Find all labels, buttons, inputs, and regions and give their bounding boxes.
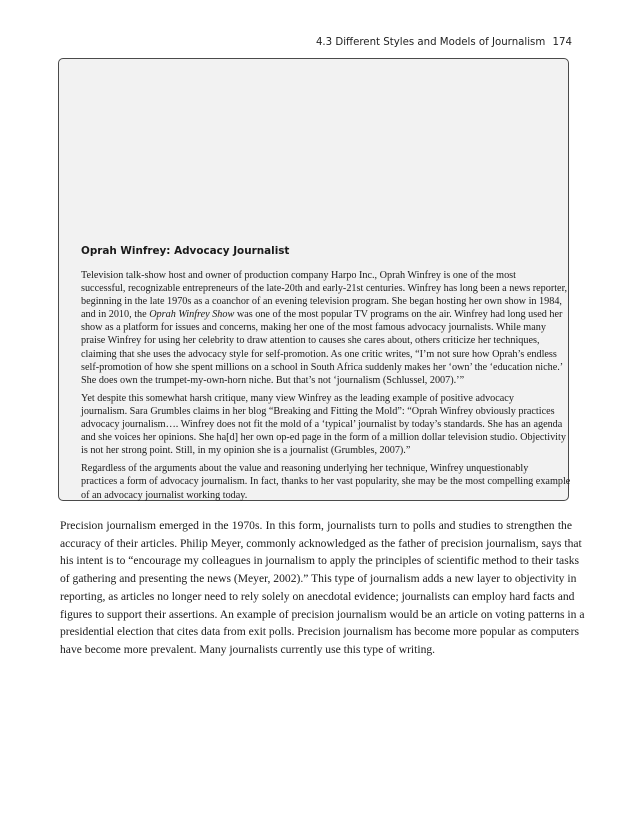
- body-line: Precision journalism emerged in the 1970s. In this form, journalists turn to polls and studies to strengthen the: [60, 519, 572, 532]
- callout-body: [69, 269, 571, 502]
- body-paragraph: [60, 517, 585, 659]
- callout-title: Oprah Winfrey: Advocacy Journalist: [81, 245, 290, 257]
- body-line: accuracy of their articles. Philip Meyer, commonly acknowledged as the father of precision journalism, says that: [60, 536, 582, 550]
- callout-box: [58, 58, 569, 501]
- callout-line: Television talk-show host and owner of production company Harpo Inc., Oprah Winfrey is one of the most: [81, 270, 516, 281]
- callout-paragraph: [69, 269, 568, 387]
- callout-line-text: and in 2010, the: [81, 309, 150, 321]
- callout-line: claiming that she uses the advocacy style for self-promotion. As one critic writes, “I’m not sure how Oprah’s endless: [81, 348, 557, 360]
- body-line: figures to support their assertions. An example of precision journalism would be an article on voting patterns in a: [60, 607, 585, 621]
- callout-line: is not her strong point. Still, in my opinion she is a journalist (Grumbles, 2007).”: [81, 445, 411, 457]
- callout-line-text: was one of the most popular TV programs on the air. Winfrey had long used her: [234, 309, 563, 321]
- callout-line: of an advocacy journalist working today.: [81, 489, 248, 501]
- body-line: presidential election that cites data from exit polls. Precision journalism has become more popular as computers: [60, 625, 579, 639]
- callout-line: Regardless of the arguments about the value and reasoning underlying her technique, Winfrey unquestionably: [81, 463, 529, 475]
- body-line: reporting, as articles no longer need to rely solely on anecdotal evidence; journalists can employ hard facts and: [60, 589, 575, 603]
- callout-line: successful, recognizable entrepreneurs of the late-20th and early-21st centuries. Winfrey has long been a news reporter,: [81, 283, 568, 295]
- callout-line: She does own the trumpet-my-own-horn niche. But that’s not ‘journalism (Schlussel, 2007).’”: [81, 374, 465, 386]
- callout-line: show as a platform for issues and concerns, making her one of the most famous advocacy journalists. While many: [81, 322, 546, 334]
- callout-line: advocacy journalism…. Winfrey does not fit the mold of a ‘typical’ journalist by today’s standards. She has an agenda: [81, 419, 563, 431]
- body-line: his intent is to “encourage my colleagues in journalism to apply the principles of scientific method to their tasks: [60, 554, 580, 568]
- body-line: of gathering and presenting the news (Meyer, 2002).” This type of journalism adds a new layer to objectivity in: [60, 572, 577, 586]
- callout-paragraph: [69, 392, 566, 457]
- callout-line: and she voices her opinions. She ha[d] her own op-ed page in the form of a million dollar television studio. Objectivity: [81, 432, 566, 444]
- callout-line: self-promotion of how she spent millions on a school in South Africa suddenly makes her ‘own’ the ‘education niche.’: [81, 361, 564, 373]
- callout-line: praise Winfrey for using her celebrity to draw attention to causes she cares about, others criticize her techniques,: [81, 335, 540, 347]
- section-title: 4.3 Different Styles and Models of Journalism: [315, 37, 546, 48]
- running-head: [60, 37, 572, 48]
- page-number: 174: [552, 37, 572, 48]
- callout-paragraph: [69, 462, 571, 501]
- callout-line: [69, 308, 563, 321]
- callout-line: practices a form of advocacy journalism. In fact, thanks to her vast popularity, she may be the most compelling example: [81, 476, 571, 488]
- show-title: Oprah Winfrey Show: [149, 309, 235, 321]
- callout-line: Yet despite this somewhat harsh critique, many view Winfrey as the leading example of positive advocacy: [81, 392, 514, 404]
- callout-line: beginning in the late 1970s as a coanchor of an evening television program. She began hosting her own show in 1984,: [81, 296, 562, 308]
- callout-line: journalism. Sara Grumbles claims in her blog “Breaking and Fitting the Mold”: “Oprah Winfrey obviously practices: [81, 405, 555, 417]
- body-line: have become more prevalent. Many journalists currently use this type of writing.: [60, 642, 436, 656]
